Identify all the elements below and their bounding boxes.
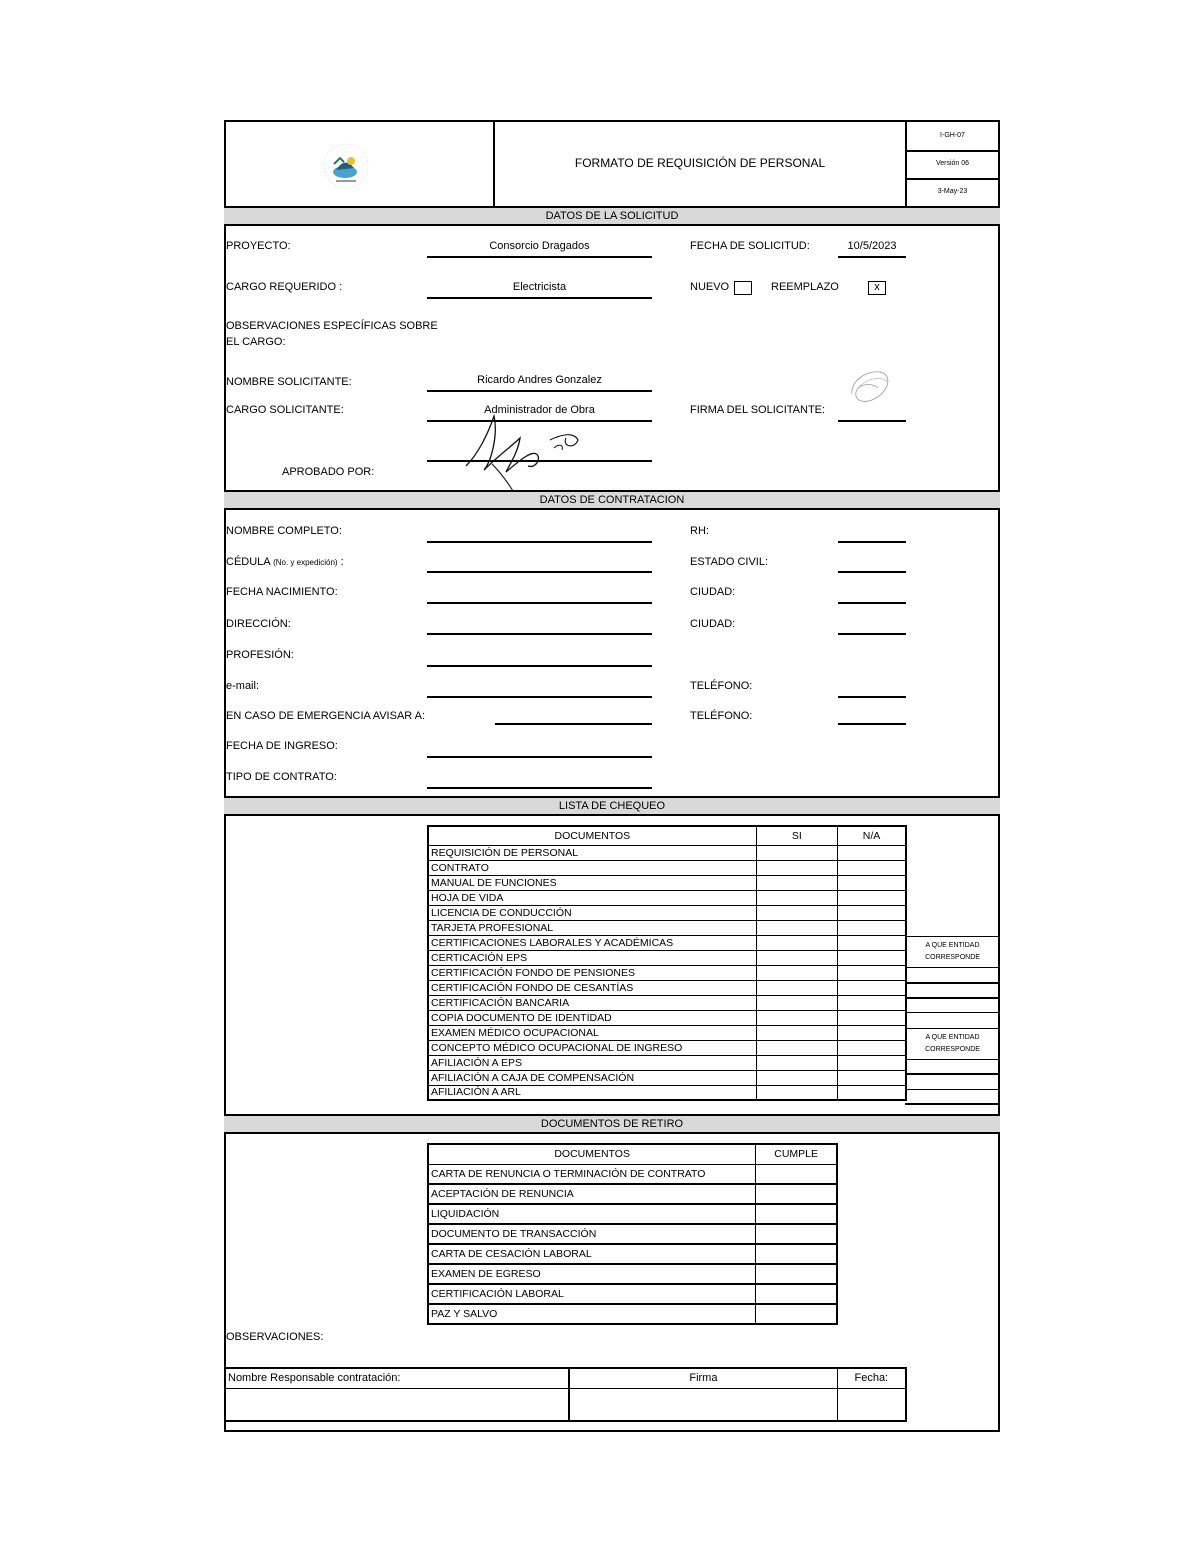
si-cell[interactable]	[756, 1010, 837, 1025]
requester-signature	[846, 364, 896, 410]
document-name: HOJA DE VIDA	[428, 890, 756, 905]
responsable-label: Nombre Responsable contratación:	[225, 1368, 569, 1388]
nombre-completo-field[interactable]	[427, 541, 652, 543]
nuevo-checkbox[interactable]	[734, 281, 752, 295]
tipo-contrato-field[interactable]	[427, 787, 652, 789]
entity-line[interactable]	[905, 967, 1000, 968]
table-row	[428, 1284, 837, 1304]
observaciones-cargo-label: OBSERVACIONES ESPECÍFICAS SOBRE	[226, 320, 438, 332]
document-name: CERTIFICACIONES LABORALES Y ACADÉMICAS	[428, 935, 756, 950]
fecha-ingreso-label: FECHA DE INGRESO:	[226, 740, 338, 752]
direccion-label: DIRECCIÓN:	[226, 618, 291, 630]
reemplazo-label: REEMPLAZO	[771, 281, 839, 293]
telefono-field-2[interactable]	[838, 723, 906, 725]
si-cell[interactable]	[756, 980, 837, 995]
ciudad-field[interactable]	[838, 602, 906, 604]
entity-line[interactable]	[905, 1103, 1000, 1105]
table-row	[428, 1184, 837, 1204]
si-cell[interactable]	[756, 950, 837, 965]
table-row	[428, 875, 906, 890]
cargo-label: CARGO REQUERIDO :	[226, 281, 343, 293]
si-cell[interactable]	[756, 1025, 837, 1040]
table-row	[428, 860, 906, 875]
si-cell[interactable]	[756, 890, 837, 905]
rh-field[interactable]	[838, 541, 906, 543]
col-documentos: DOCUMENTOS	[428, 826, 756, 845]
col-cumple: CUMPLE	[756, 1144, 837, 1164]
header-divider	[905, 178, 1000, 180]
cumple-cell[interactable]	[756, 1244, 837, 1264]
proyecto-underline	[427, 256, 652, 258]
document-name: TARJETA PROFESIONAL	[428, 920, 756, 935]
document-name: LIQUIDACIÓN	[428, 1204, 756, 1224]
table-row	[428, 980, 906, 995]
document-name: AFILIACIÓN A CAJA DE COMPENSACIÓN	[428, 1070, 756, 1085]
na-cell[interactable]	[837, 875, 906, 890]
table-row	[428, 1085, 906, 1100]
document-name: CERTIFICACIÓN LABORAL	[428, 1284, 756, 1304]
table-row	[428, 1224, 837, 1244]
table-row	[428, 905, 906, 920]
table-row	[428, 1040, 906, 1055]
na-cell[interactable]	[837, 920, 906, 935]
entity-box-border	[905, 1028, 1000, 1029]
na-cell[interactable]	[837, 1085, 906, 1100]
entity-line[interactable]	[905, 982, 1000, 984]
document-name: CONCEPTO MÉDICO OCUPACIONAL DE INGRESO	[428, 1040, 756, 1055]
header-divider	[905, 150, 1000, 152]
na-cell[interactable]	[837, 1070, 906, 1085]
table-row	[428, 920, 906, 935]
entity-note-1: A QUE ENTIDAD CORRESPONDE	[925, 942, 980, 961]
ciudad-label: CIUDAD:	[690, 586, 736, 598]
firma-label: Firma	[569, 1368, 837, 1388]
ciudad-label-2: CIUDAD:	[690, 618, 736, 630]
cumple-cell[interactable]	[756, 1224, 837, 1244]
table-row	[428, 1055, 906, 1070]
profesion-label: PROFESIÓN:	[226, 649, 294, 661]
si-cell[interactable]	[756, 1085, 837, 1100]
entity-note-2: A QUE ENTIDAD CORRESPONDE	[925, 1034, 980, 1053]
telefono-label-2: TELÉFONO:	[690, 710, 753, 722]
document-name: EXAMEN MÉDICO OCUPACIONAL	[428, 1025, 756, 1040]
fecha-nacimiento-field[interactable]	[427, 602, 652, 604]
direccion-field[interactable]	[427, 633, 652, 635]
si-cell[interactable]	[756, 860, 837, 875]
fecha-solicitud-label: FECHA DE SOLICITUD:	[690, 240, 810, 252]
document-name: LICENCIA DE CONDUCCIÓN	[428, 905, 756, 920]
checklist-table	[427, 825, 907, 1101]
nombre-solicitante-value[interactable]: Ricardo Andres Gonzalez	[477, 374, 602, 386]
emergencia-label: EN CASO DE EMERGENCIA AVISAR A:	[226, 710, 426, 722]
aprobado-label: APROBADO POR:	[282, 466, 375, 478]
emergencia-field[interactable]	[495, 723, 652, 725]
ciudad-field-2[interactable]	[838, 633, 906, 635]
nombre-solicitante-label: NOMBRE SOLICITANTE:	[226, 376, 352, 388]
cumple-cell[interactable]	[756, 1284, 837, 1304]
nuevo-label: NUEVO	[690, 281, 730, 293]
section-retiro: DOCUMENTOS DE RETIRO	[224, 1114, 1000, 1134]
email-field[interactable]	[427, 696, 652, 698]
nombre-underline	[427, 390, 652, 392]
firma-field[interactable]	[569, 1388, 837, 1421]
cumple-cell[interactable]	[756, 1184, 837, 1204]
table-row	[428, 1025, 906, 1040]
observaciones-cargo-label-2: EL CARGO:	[226, 336, 286, 348]
col-na: N/A	[837, 826, 906, 845]
reemplazo-checkbox[interactable]: x	[868, 281, 886, 295]
na-cell[interactable]	[837, 980, 906, 995]
table-row	[428, 1070, 906, 1085]
table-row	[428, 890, 906, 905]
footer-table	[224, 1367, 907, 1422]
table-row	[428, 1244, 837, 1264]
retiro-table	[427, 1143, 838, 1325]
doc-date: 3-May-23	[937, 188, 968, 195]
col-documentos: DOCUMENTOS	[428, 1144, 756, 1164]
table-row	[428, 965, 906, 980]
na-cell[interactable]	[837, 935, 906, 950]
page-title: FORMATO DE REQUISICIÓN DE PERSONAL	[574, 156, 826, 170]
si-cell[interactable]	[756, 1055, 837, 1070]
cumple-cell[interactable]	[756, 1304, 837, 1324]
si-cell[interactable]	[756, 1040, 837, 1055]
na-cell[interactable]	[837, 860, 906, 875]
table-row	[428, 1264, 837, 1284]
doc-code: I-GH-07	[940, 132, 965, 139]
document-name: CONTRATO	[428, 860, 756, 875]
document-name: CARTA DE CESACIÓN LABORAL	[428, 1244, 756, 1264]
document-name: PAZ Y SALVO	[428, 1304, 756, 1324]
fecha-field[interactable]	[837, 1388, 906, 1421]
na-cell[interactable]	[837, 1040, 906, 1055]
proyecto-value[interactable]: Consorcio Dragados	[489, 240, 590, 252]
na-cell[interactable]	[837, 1025, 906, 1040]
col-si: SI	[756, 826, 837, 845]
firma-underline	[838, 420, 906, 422]
table-row	[428, 845, 906, 860]
si-cell[interactable]	[756, 845, 837, 860]
si-cell[interactable]	[756, 995, 837, 1010]
nombre-completo-label: NOMBRE COMPLETO:	[226, 525, 342, 537]
section-contratacion: DATOS DE CONTRATACION	[224, 490, 1000, 510]
document-name: ACEPTACIÓN DE RENUNCIA	[428, 1184, 756, 1204]
na-cell[interactable]	[837, 950, 906, 965]
telefono-label: TELÉFONO:	[690, 680, 753, 692]
si-cell[interactable]	[756, 1070, 837, 1085]
email-label: e-mail:	[226, 680, 260, 692]
document-name: CARTA DE RENUNCIA O TERMINACIÓN DE CONTRATO	[428, 1164, 756, 1184]
profesion-field[interactable]	[427, 665, 652, 667]
entity-line[interactable]	[905, 1059, 1000, 1060]
document-name: COPIA DOCUMENTO DE IDENTIDAD	[428, 1010, 756, 1025]
responsable-field[interactable]	[225, 1388, 569, 1421]
na-cell[interactable]	[837, 1055, 906, 1070]
tipo-contrato-label: TIPO DE CONTRATO:	[226, 771, 337, 783]
rh-label: RH:	[690, 525, 709, 537]
section-solicitud: DATOS DE LA SOLICITUD	[224, 206, 1000, 226]
document-name: MANUAL DE FUNCIONES	[428, 875, 756, 890]
telefono-field[interactable]	[838, 696, 906, 698]
estado-civil-label: ESTADO CIVIL:	[690, 556, 769, 568]
document-name: CERTICACIÓN EPS	[428, 950, 756, 965]
company-logo	[318, 142, 374, 190]
document-name: CERTIFICACIÓN FONDO DE PENSIONES	[428, 965, 756, 980]
document-name: REQUISICIÓN DE PERSONAL	[428, 845, 756, 860]
table-row	[428, 1204, 837, 1224]
table-row	[428, 935, 906, 950]
entity-line[interactable]	[905, 1073, 1000, 1075]
proyecto-label: PROYECTO:	[226, 240, 291, 252]
fecha-ingreso-field[interactable]	[427, 756, 652, 758]
cedula-field[interactable]	[427, 571, 652, 573]
na-cell[interactable]	[837, 905, 906, 920]
observaciones-label: OBSERVACIONES:	[226, 1331, 324, 1343]
firma-solicitante-label: FIRMA DEL SOLICITANTE:	[690, 404, 826, 416]
document-name: AFILIACIÓN A EPS	[428, 1055, 756, 1070]
table-row	[428, 995, 906, 1010]
cumple-cell[interactable]	[756, 1164, 837, 1184]
na-cell[interactable]	[837, 1010, 906, 1025]
fecha-solicitud-value[interactable]: 10/5/2023	[847, 240, 897, 252]
table-row	[428, 1304, 837, 1324]
cumple-cell[interactable]	[756, 1204, 837, 1224]
entity-line[interactable]	[905, 1012, 1000, 1013]
table-row	[428, 1164, 837, 1184]
estado-civil-field[interactable]	[838, 571, 906, 573]
entity-line[interactable]	[905, 1089, 1000, 1090]
cargo-solicitante-label: CARGO SOLICITANTE:	[226, 404, 344, 416]
table-row	[428, 1010, 906, 1025]
si-cell[interactable]	[756, 935, 837, 950]
document-name: AFILIACIÓN A ARL	[428, 1085, 756, 1100]
section-chequeo: LISTA DE CHEQUEO	[224, 796, 1000, 816]
entity-box-border	[905, 936, 1000, 937]
cargo-value[interactable]: Electricista	[512, 281, 567, 293]
si-cell[interactable]	[756, 965, 837, 980]
si-cell[interactable]	[756, 905, 837, 920]
cargo-solicitante-value[interactable]: Administrador de Obra	[484, 404, 595, 416]
table-row	[428, 950, 906, 965]
na-cell[interactable]	[837, 965, 906, 980]
cedula-label: CÉDULA (No. y expedición) :	[226, 556, 344, 568]
si-cell[interactable]	[756, 875, 837, 890]
doc-version: Versión 06	[935, 160, 970, 167]
fecha-label: Fecha:	[837, 1368, 906, 1388]
document-name: EXAMEN DE EGRESO	[428, 1264, 756, 1284]
document-name: DOCUMENTO DE TRANSACCIÓN	[428, 1224, 756, 1244]
fecha-underline	[838, 256, 906, 258]
entity-line[interactable]	[905, 997, 1000, 999]
document-name: CERTIFICACIÓN FONDO DE CESANTÍAS	[428, 980, 756, 995]
document-name: CERTIFICACIÓN BANCARIA	[428, 995, 756, 1010]
fecha-nacimiento-label: FECHA NACIMIENTO:	[226, 586, 338, 598]
na-cell[interactable]	[837, 845, 906, 860]
na-cell[interactable]	[837, 995, 906, 1010]
cargo-underline	[427, 297, 652, 299]
si-cell[interactable]	[756, 920, 837, 935]
cumple-cell[interactable]	[756, 1264, 837, 1284]
na-cell[interactable]	[837, 890, 906, 905]
